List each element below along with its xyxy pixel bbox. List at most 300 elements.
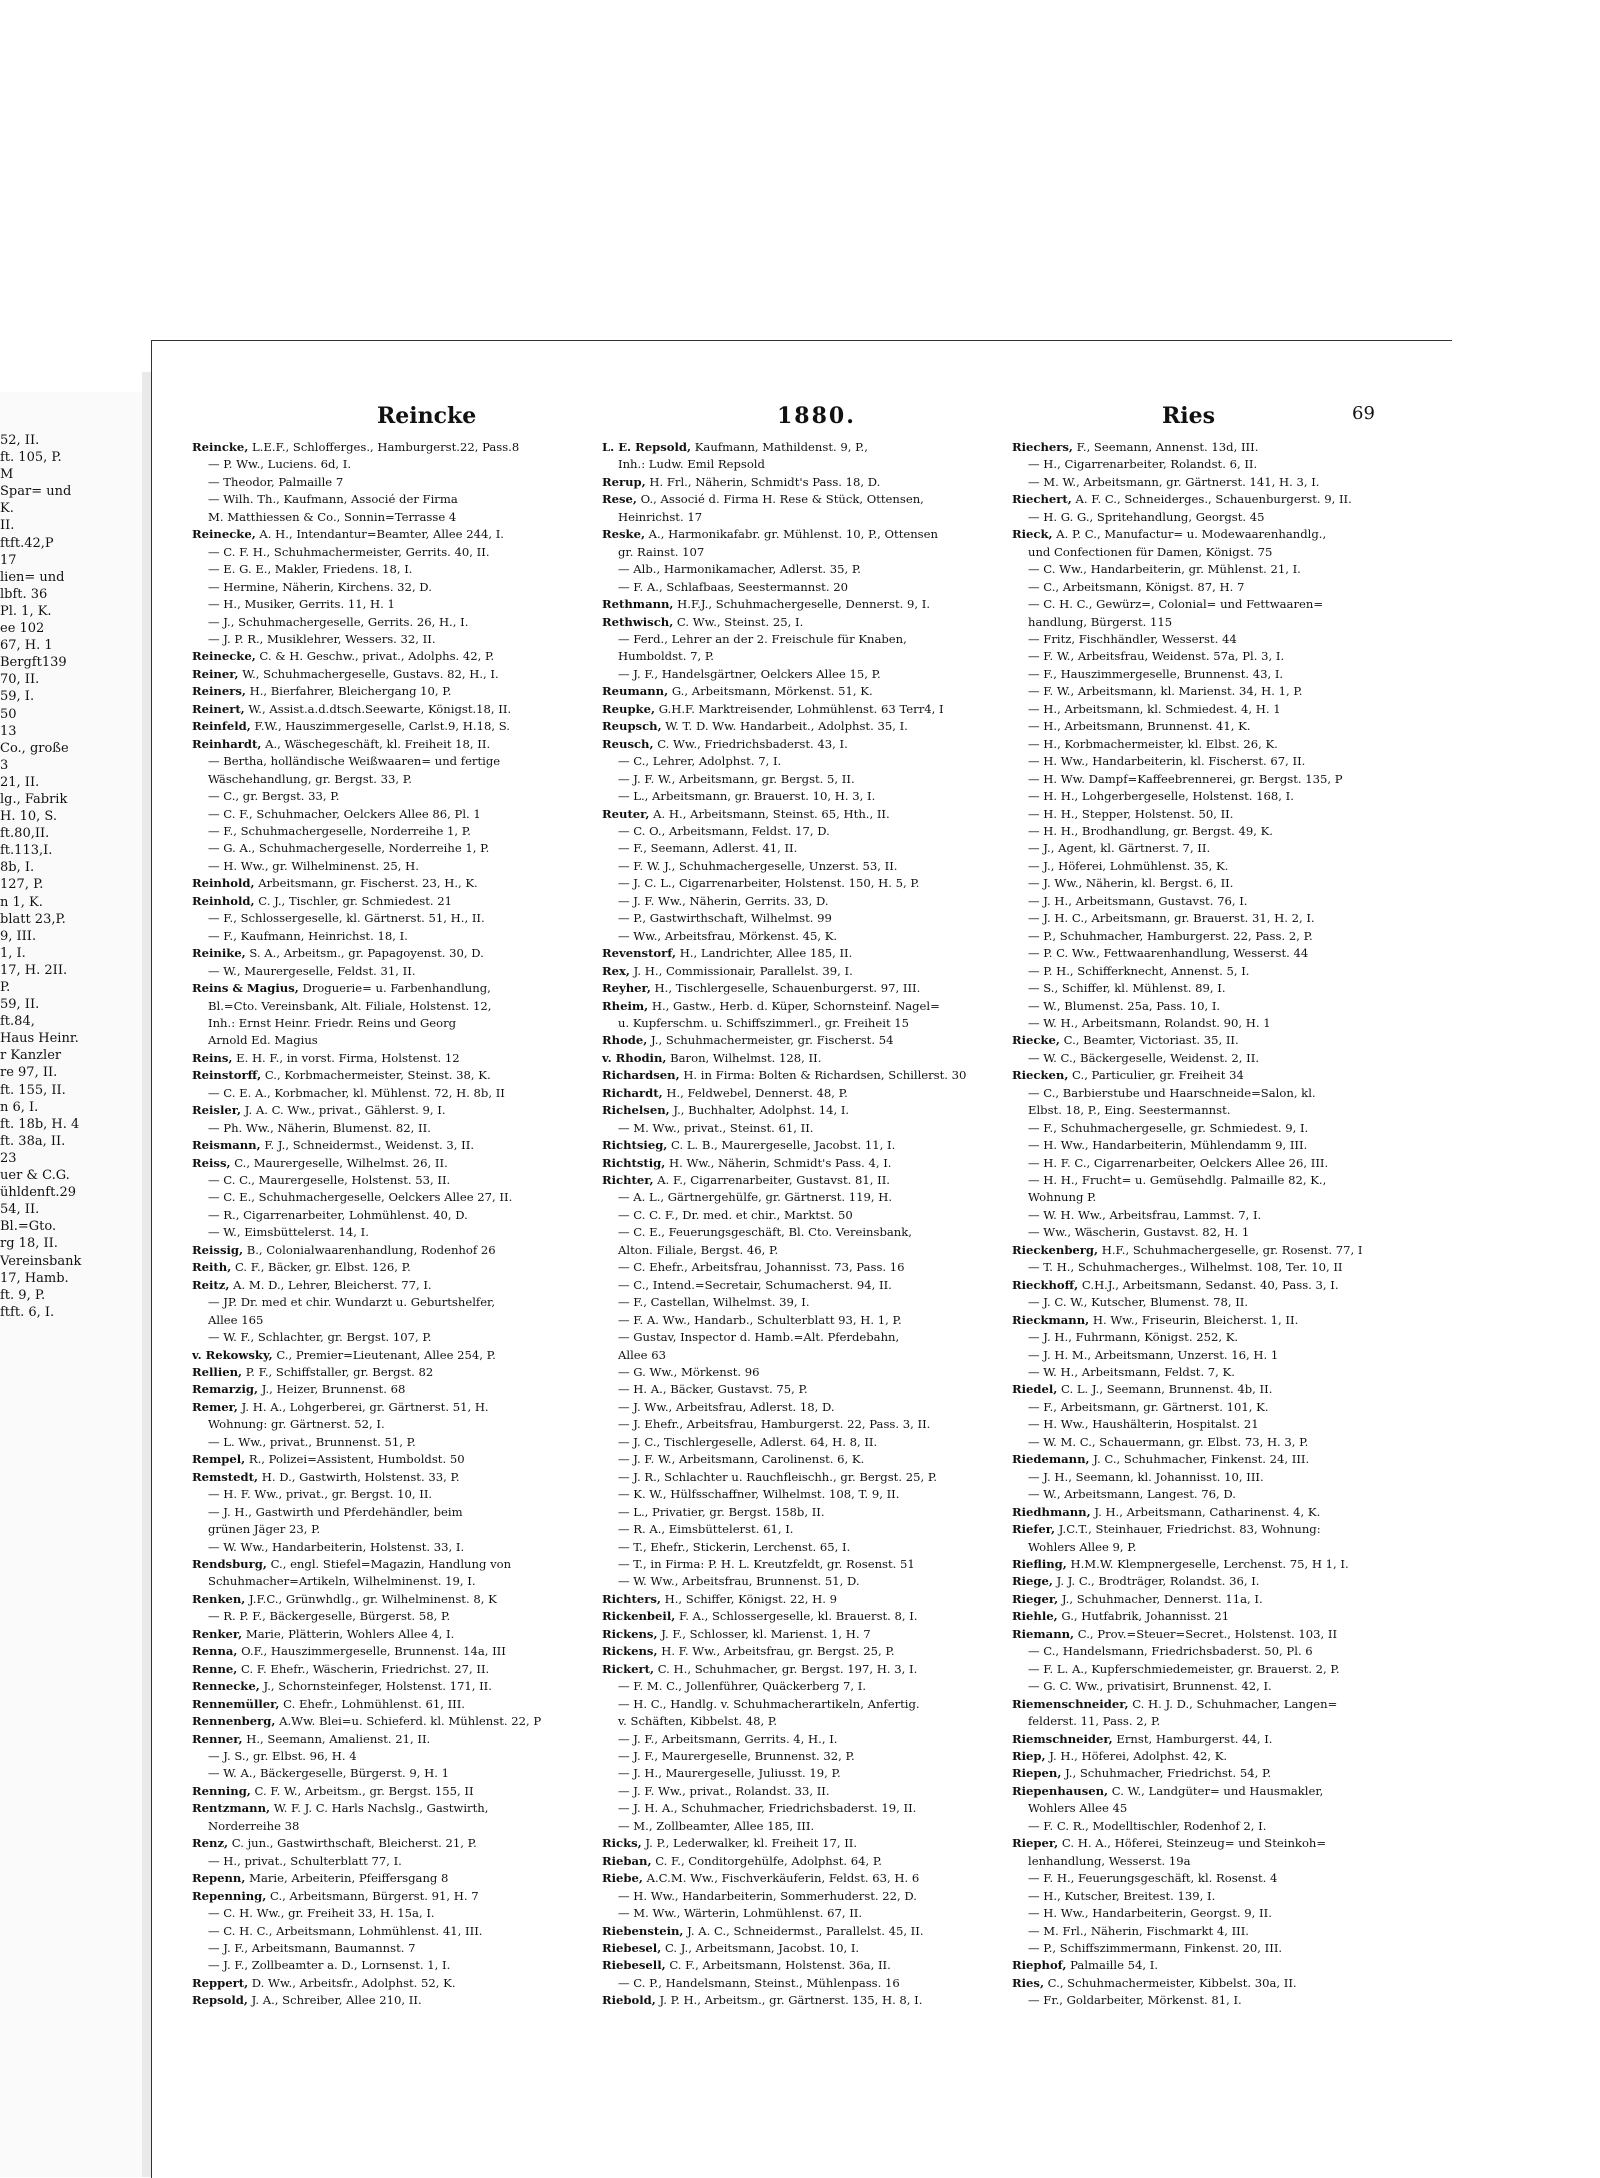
fragment-line: re 97, II. [0,1065,58,1081]
directory-entry [1012,1451,1412,1468]
directory-entry [192,1137,592,1154]
fragment-line: 17 [0,552,17,568]
fragment-line: Co., große [0,740,69,756]
directory-entry [602,1085,1002,1102]
entry-details: J. F., Schlosser, kl. Marienst. 1, H. 7 [661,1626,871,1641]
column-left [192,439,592,2010]
directory-entry [192,1591,592,1608]
entry-details: — R., Cigarrenarbeiter, Lohmühlenst. 40, D. [208,1207,468,1222]
entry-details: — M. Ww., Wärterin, Lohmühlenst. 67, II. [618,1906,863,1921]
previous-page-text [0,432,81,1321]
directory-entry [1012,1207,1412,1224]
entry-details: C., Maurergeselle, Wilhelmst. 26, II. [234,1155,448,1170]
entry-details: C. L. B., Maurergeselle, Jacobst. 11, I. [671,1138,896,1153]
entry-details: C. H. J. D., Schuhmacher, Langen= [1132,1696,1338,1711]
directory-entry [192,648,592,665]
entry-details: — H. H., Stepper, Holstenst. 50, II. [1028,806,1234,821]
entry-details: — W., Maurergeselle, Feldst. 31, II. [208,963,416,978]
entry-surname: Reyher, [602,981,651,996]
directory-entry [192,1224,592,1241]
entry-surname: Reins, [192,1050,233,1065]
entry-details: — H. H., Frucht= u. Gemüsehdlg. Palmaille 82, K., [1028,1173,1327,1188]
directory-entry [1012,1381,1412,1398]
directory-entry [1012,928,1412,945]
entry-details: — C., Lehrer, Adolphst. 7, I. [618,754,782,769]
directory-entry [1012,1102,1412,1119]
fragment-line: ft. 9, P. [0,1287,46,1303]
directory-entry [1012,1696,1412,1713]
entry-details: Arbeitsmann, gr. Fischerst. 23, H., K. [258,876,478,891]
directory-entry [192,1748,592,1765]
entry-details: F., Seemann, Annenst. 13d, III. [1076,440,1259,454]
directory-entry [602,526,1002,543]
entry-details: — G. C. Ww., privatisirt, Brunnenst. 42, I. [1028,1679,1272,1694]
directory-entry [602,456,1002,473]
directory-entry [602,1050,1002,1067]
entry-surname: Riepen, [1012,1766,1062,1781]
entry-details: — J. H., Gastwirth und Pferdehändler, beim [208,1504,463,1519]
directory-entry [192,840,592,857]
directory-entry [602,509,1002,526]
directory-page [151,340,1452,2178]
entry-details: Humboldst. 7, P. [618,649,714,664]
directory-entry [602,1312,1002,1329]
entry-details: — Bertha, holländische Weißwaaren= und fertige [208,754,501,769]
directory-entry [602,1329,1002,1346]
entry-surname: Riefling, [1012,1557,1067,1571]
fragment-line: 59, I. [0,689,35,705]
directory-entry [192,753,592,770]
entry-details: — J. S., gr. Elbst. 96, H. 4 [208,1748,357,1763]
directory-entry [602,1364,1002,1381]
directory-entry [1012,1364,1412,1381]
entry-details: — Wilh. Th., Kaufmann, Associé der Firma [208,492,458,507]
entry-details: — C. C. F., Dr. med. et chir., Marktst. 50 [618,1207,853,1222]
entry-details: — G. A., Schuhmachergeselle, Norderreihe 1, P. [208,841,490,856]
entry-details: R., Polizei=Assistent, Humboldst. 50 [248,1452,465,1467]
entry-details: — T., Ehefr., Stickerin, Lerchenst. 65, I. [618,1539,851,1554]
entry-details: — L., Privatier, gr. Bergst. 158b, II. [618,1504,825,1519]
directory-entry [192,631,592,648]
directory-entry [192,1294,592,1311]
directory-entry [192,998,592,1015]
entry-details: — J. Ww., Näherin, kl. Bergst. 6, II. [1028,876,1234,891]
directory-entry [1012,474,1412,491]
entry-details: — L. Ww., privat., Brunnenst. 51, P. [208,1434,416,1449]
directory-entry [602,1539,1002,1556]
directory-entry [192,1312,592,1329]
entry-details: L.E.F., Schlofferges., Hamburgerst.22, Pass.8 [252,440,520,454]
directory-entry [1012,1469,1412,1486]
entry-details: — J. F., Maurergeselle, Brunnenst. 32, P. [618,1748,855,1763]
entry-details: S. A., Arbeitsm., gr. Papagoyenst. 30, D. [249,946,484,961]
entry-details: — J. H., Maurergeselle, Juliusst. 19, P. [618,1766,841,1781]
entry-surname: Reupsch, [602,719,662,734]
directory-entry [602,1259,1002,1276]
entry-details: Marie, Plätterin, Wohlers Allee 4, I. [245,1626,455,1641]
directory-entry [1012,579,1412,596]
fragment-line: ft. 105, P. [0,450,62,466]
directory-entry [602,1870,1002,1887]
entry-details: A., Wäschegeschäft, kl. Freiheit 18, II. [265,736,491,751]
directory-entry [602,1608,1002,1625]
directory-entry [602,980,1002,997]
entry-details: J. A. C. Ww., privat., Gählerst. 9, I. [244,1103,446,1118]
entry-surname: Rickens, [602,1626,658,1641]
fragment-line: 13 [0,723,17,739]
entry-details: C. J., Arbeitsmann, Jacobst. 10, I. [664,1940,860,1955]
entry-surname: Rickens, [602,1644,658,1659]
entry-surname: Riecken, [1012,1068,1069,1083]
fragment-line: ftft.42,P [0,535,54,551]
directory-entry [1012,1015,1412,1032]
entry-surname: Rennecke, [192,1679,260,1694]
fragment-line: Bergft139 [0,655,67,671]
entry-surname: Richtsieg, [602,1138,668,1153]
entry-details: G.H.F. Marktreisender, Lohmühlenst. 63 Terr4, I [658,701,944,716]
fragment-line: 23 [0,1150,17,1166]
directory-entry [1012,1992,1412,2009]
directory-entry [192,1661,592,1678]
directory-entry [1012,1067,1412,1084]
directory-entry [1012,1923,1412,1940]
entry-details: — F. W. J., Schuhmachergeselle, Unzerst. 53, II. [618,858,898,873]
fragment-line: ft. 38a, II. [0,1133,66,1149]
entry-details: J., Heizer, Brunnenst. 68 [261,1382,406,1397]
entry-surname: Richardt, [602,1085,663,1100]
entry-details: — C. F. H., Schuhmachermeister, Gerrits. 40, II. [208,544,490,559]
directory-entry [602,1783,1002,1800]
entry-details: — J. H., Arbeitsmann, Gustavst. 76, I. [1028,893,1248,908]
fragment-line: ft. 155, II. [0,1082,66,1098]
entry-details: und Confectionen für Damen, Königst. 75 [1028,544,1273,559]
directory-entry [602,1451,1002,1468]
entry-surname: Rheim, [602,998,649,1013]
directory-entry [1012,1050,1412,1067]
directory-entry [602,1835,1002,1852]
fragment-line: ftft. 6, I. [0,1304,55,1320]
directory-entry [192,474,592,491]
directory-entry [602,1224,1002,1241]
directory-entry [192,1172,592,1189]
directory-entry [192,1783,592,1800]
directory-entry [602,596,1002,613]
entry-surname: Renker, [192,1626,243,1641]
entry-surname: Rentzmann, [192,1801,271,1816]
entry-surname: Renken, [192,1591,246,1606]
directory-entry [192,980,592,997]
entry-details: Kaufmann, Mathildenst. 9, P., [694,440,868,454]
column-right [1012,439,1412,2010]
fragment-line: 59, II. [0,997,40,1013]
entry-surname: Richter, [602,1173,654,1188]
entry-details: H., Seemann, Amalienst. 21, II. [246,1731,431,1746]
directory-entry [192,1713,592,1730]
fragment-line: 9, III. [0,928,37,944]
entry-details: C., Premier=Lieutenant, Allee 254, P. [276,1347,496,1362]
directory-entry [192,579,592,596]
directory-entry [602,1748,1002,1765]
directory-entry [1012,1853,1412,1870]
directory-entry [192,1015,592,1032]
directory-entry [1012,1975,1412,1992]
directory-entry [192,1731,592,1748]
entry-details: grünen Jäger 23, P. [208,1522,321,1537]
entry-details: Wohlers Allee 45 [1028,1801,1128,1816]
entry-surname: Reisler, [192,1103,242,1118]
entry-details: Wohnung P. [1028,1190,1097,1205]
entry-surname: Repenn, [192,1871,246,1886]
entry-details: A. H., Arbeitsmann, Steinst. 65, Hth., II. [653,806,890,821]
entry-surname: Rellien, [192,1365,243,1380]
directory-entry [602,1591,1002,1608]
directory-entry [192,1888,592,1905]
directory-entry [602,806,1002,823]
entry-details: — H. Ww., Handarbeiterin, Georgst. 9, II. [1028,1906,1272,1921]
directory-entry [192,544,592,561]
page-header [172,403,1432,433]
entry-surname: Rieper, [1012,1836,1059,1851]
entry-details: M. Matthiessen & Co., Sonnin=Terrasse 4 [208,509,457,524]
entry-details: — Theodor, Palmaille 7 [208,474,344,489]
directory-entry [192,1992,592,2009]
directory-entry [192,718,592,735]
fragment-line: 70, II. [0,672,40,688]
entry-details: — F., Hauszimmergeselle, Brunnenst. 43, I. [1028,666,1284,681]
entry-details: — F. H., Feuerungsgeschäft, kl. Rosenst. 4 [1028,1871,1278,1886]
entry-surname: Reinecke, [192,649,256,664]
entry-surname: Reinhold, [192,893,255,908]
entry-details: E. H. F., in vorst. Firma, Holstenst. 12 [236,1050,460,1065]
entry-surname: Renz, [192,1836,229,1851]
entry-surname: Riefer, [1012,1522,1056,1537]
entry-surname: Reumann, [602,684,669,699]
entry-details: H., Schiffer, Königst. 22, H. 9 [664,1591,838,1606]
directory-entry [602,1678,1002,1695]
directory-entry [192,945,592,962]
directory-columns [192,439,1432,2169]
directory-entry [1012,771,1412,788]
directory-entry [602,823,1002,840]
entry-details: Baron, Wilhelmst. 128, II. [670,1050,822,1065]
entry-surname: Reinfeld, [192,719,251,734]
directory-entry [1012,910,1412,927]
entry-details: — J. R., Schlachter u. Rauchfleischh., gr. Bergst. 25, P. [618,1469,937,1484]
directory-entry [1012,526,1412,543]
entry-details: — H. H., Brodhandlung, gr. Bergst. 49, K. [1028,823,1273,838]
fragment-line: lbft. 36 [0,586,48,602]
directory-entry [192,893,592,910]
directory-entry [1012,1521,1412,1538]
directory-entry [602,1521,1002,1538]
directory-entry [602,614,1002,631]
directory-entry [1012,561,1412,578]
directory-entry [602,1731,1002,1748]
entry-details: — F. W., Arbeitsfrau, Weidenst. 57a, Pl. 3, I. [1028,649,1285,664]
entry-details: W., Assist.a.d.dtsch.Seewarte, Königst.18, II. [248,701,512,716]
entry-surname: v. Rekowsky, [192,1347,273,1362]
entry-details: — W. C., Bäckergeselle, Weidenst. 2, II. [1028,1050,1260,1065]
directory-entry [602,1765,1002,1782]
directory-entry [1012,1399,1412,1416]
directory-entry [1012,1888,1412,1905]
fragment-line: lg., Fabrik [0,791,68,807]
entry-details: C. F., Arbeitsmann, Holstenst. 36a, II. [669,1958,891,1973]
entry-details: Palmaille 54, I. [1070,1958,1159,1973]
directory-entry [1012,1940,1412,1957]
directory-entry [192,1818,592,1835]
entry-details: — H. Ww., gr. Wilhelminenst. 25, H. [208,858,419,873]
directory-entry [1012,1486,1412,1503]
entry-details: C. & H. Geschw., privat., Adolphs. 42, P. [259,649,495,664]
entry-details: — J. F. Ww., privat., Rolandst. 33, II. [618,1783,830,1798]
entry-details: C., Korbmachermeister, Steinst. 38, K. [264,1068,491,1083]
entry-details: G., Arbeitsmann, Mörkenst. 51, K. [671,684,873,699]
entry-surname: Renner, [192,1731,243,1746]
directory-entry [602,1381,1002,1398]
entry-details: C., Beamter, Victoriast. 35, II. [1063,1033,1239,1048]
directory-entry [192,526,592,543]
directory-entry [192,928,592,945]
entry-details: — P. Ww., Luciens. 6d, I. [208,457,352,472]
entry-details: Heinrichst. 17 [618,509,703,524]
book-gutter [142,372,151,2177]
entry-details: — F., Kaufmann, Heinrichst. 18, I. [208,928,408,943]
directory-entry [602,544,1002,561]
directory-entry [1012,1155,1412,1172]
directory-entry [602,910,1002,927]
directory-entry [1012,509,1412,526]
directory-entry [192,1050,592,1067]
entry-details: J. H. A., Lohgerberei, gr. Gärtnerst. 51, H. [241,1399,489,1414]
fragment-line: n 1, K. [0,894,43,910]
directory-entry [1012,736,1412,753]
entry-details: C. H., Schuhmacher, gr. Bergst. 197, H. 3, I. [657,1661,918,1676]
entry-details: — Fritz, Fischhändler, Wesserst. 44 [1028,631,1237,646]
directory-entry [1012,1957,1412,1974]
directory-entry [1012,666,1412,683]
directory-entry [602,1853,1002,1870]
entry-details: J. H., Höferei, Adolphst. 42, K. [1049,1748,1228,1763]
entry-details: — C. H. C., Gewürz=, Colonial= und Fettwaaren= [1028,597,1324,612]
directory-entry [602,1713,1002,1730]
fragment-line: blatt 23,P. [0,911,66,927]
directory-entry [192,561,592,578]
directory-entry [192,1835,592,1852]
directory-entry [192,1155,592,1172]
directory-entry [602,1486,1002,1503]
directory-entry [1012,648,1412,665]
entry-details: — Ferd., Lehrer an der 2. Freischule für Knaben, [618,631,907,646]
entry-details: — C. Ehefr., Arbeitsfrau, Johannisst. 73, Pass. 16 [618,1260,905,1275]
directory-entry [602,1416,1002,1433]
entry-details: — P., Gastwirthschaft, Wilhelmst. 99 [618,911,832,926]
entry-details: F. J., Schneidermst., Weidenst. 3, II. [264,1138,475,1153]
entry-details: — Gustav, Inspector d. Hamb.=Alt. Pferdebahn, [618,1330,900,1345]
entry-details: J., Schornsteinfeger, Holstenst. 171, II. [263,1679,492,1694]
entry-surname: Riemann, [1012,1626,1075,1641]
entry-surname: Riedemann, [1012,1452,1090,1467]
entry-surname: Reinert, [192,701,245,716]
directory-entry [192,596,592,613]
directory-entry [1012,631,1412,648]
entry-details: — W. Ww., Handarbeiterin, Holstenst. 33, I. [208,1539,465,1554]
entry-details: H. in Firma: Bolten & Richardsen, Schillerst. 30 [683,1068,967,1083]
entry-details: — M. Ww., privat., Steinst. 61, II. [618,1120,814,1135]
directory-entry [192,1870,592,1887]
fragment-line: Bl.=Gto. [0,1219,57,1235]
entry-surname: Rieckenberg, [1012,1242,1099,1257]
previous-page-fragment [0,392,145,2177]
fragment-line: lien= und [0,569,65,585]
column-middle [602,439,1002,2010]
entry-surname: Richelsen, [602,1103,670,1118]
entry-details: gr. Rainst. 107 [618,544,705,559]
entry-details: — C. F., Schuhmacher, Oelckers Allee 86, Pl. 1 [208,806,481,821]
directory-entry [602,1067,1002,1084]
directory-entry [1012,1643,1412,1660]
directory-entry [1012,1312,1412,1329]
entry-details: — C., gr. Bergst. 33, P. [208,789,340,804]
entry-details: C., Prov.=Steuer=Secret., Holstenst. 103, II [1077,1626,1338,1641]
directory-entry [602,1696,1002,1713]
entry-details: A. M. D., Lehrer, Bleicherst. 77, I. [233,1277,432,1292]
entry-details: — J. H., Seemann, kl. Johannisst. 10, III. [1028,1469,1264,1484]
entry-details: Arnold Ed. Magius [208,1033,318,1048]
entry-surname: Reppert, [192,1975,249,1990]
directory-entry [192,858,592,875]
directory-entry [192,1085,592,1102]
directory-entry [1012,1731,1412,1748]
entry-details: — C. H. C., Arbeitsmann, Lohmühlenst. 41, III. [208,1923,483,1938]
entry-details: C., engl. Stiefel=Magazin, Handlung von [270,1557,512,1571]
fragment-line: 17, H. 2II. [0,962,68,978]
entry-surname: v. Rhodin, [602,1050,667,1065]
entry-details: J.C.T., Steinhauer, Friedrichst. 83, Wohnung: [1058,1522,1321,1537]
directory-entry [602,683,1002,700]
entry-details: Marie, Arbeiterin, Pfeiffersgang 8 [249,1871,449,1886]
entry-details: A. P. C., Manufactur= u. Modewaarenhandlg., [1056,527,1327,542]
entry-details: — J., Agent, kl. Gärtnerst. 7, II. [1028,841,1211,856]
entry-details: — J. F. W., Arbeitsmann, Carolinenst. 6, K. [618,1452,865,1467]
entry-surname: Reusch, [602,736,654,751]
entry-details: C. Ww., Steinst. 25, I. [676,614,804,629]
directory-entry [192,1626,592,1643]
entry-details: Schuhmacher=Artikeln, Wilhelminenst. 19, I. [208,1574,476,1589]
entry-surname: Reinstorff, [192,1068,262,1083]
entry-details: C. J., Tischler, gr. Schmiedest. 21 [258,893,452,908]
directory-entry [602,1556,1002,1573]
entry-details: — H., Cigarrenarbeiter, Rolandst. 6, II. [1028,457,1258,472]
entry-details: H. F. Ww., Arbeitsfrau, gr. Bergst. 25, P. [661,1644,895,1659]
entry-details: — W. Ww., Arbeitsfrau, Brunnenst. 51, D. [618,1574,860,1589]
fragment-line: 54, II. [0,1202,40,1218]
entry-details: F.W., Hauszimmergeselle, Carlst.9, H.18, S. [254,719,510,734]
entry-surname: Reske, [602,527,645,542]
directory-entry [1012,875,1412,892]
directory-entry [192,736,592,753]
entry-details: u. Kupferschm. u. Schiffszimmerl., gr. Freiheit 15 [618,1015,910,1030]
entry-details: — C., Arbeitsmann, Königst. 87, H. 7 [1028,579,1245,594]
entry-details: — F., Schuhmachergeselle, Norderreihe 1, P. [208,823,471,838]
directory-entry [192,456,592,473]
entry-details: Inh.: Ludw. Emil Repsold [618,457,765,472]
entry-surname: Rieckmann, [1012,1312,1090,1327]
entry-details: Norderreihe 38 [208,1818,300,1833]
entry-details: — J. F. Ww., Näherin, Gerrits. 33, D. [618,893,829,908]
entry-details: — F. L. A., Kupferschmiedemeister, gr. Brauerst. 2, P. [1028,1661,1340,1676]
entry-details: — P., Schuhmacher, Hamburgerst. 22, Pass. 2, P. [1028,928,1313,943]
